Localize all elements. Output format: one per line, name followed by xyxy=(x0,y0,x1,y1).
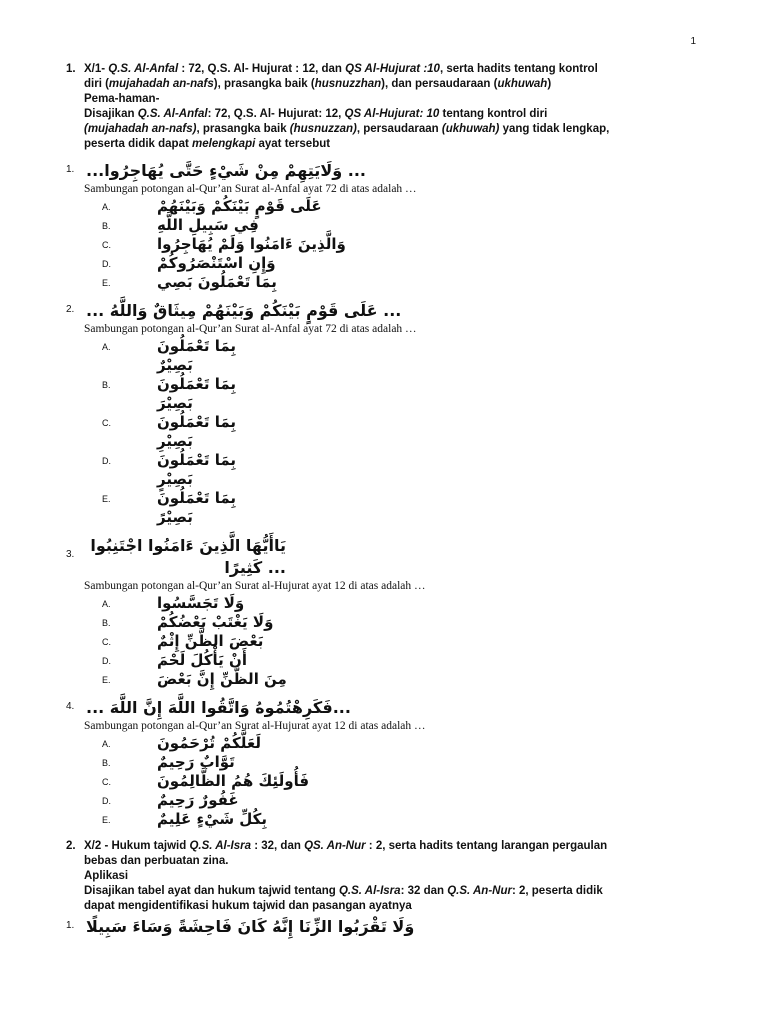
option-d[interactable] xyxy=(102,791,696,810)
option-label: E. xyxy=(102,815,111,825)
option-b[interactable] xyxy=(102,375,696,413)
text-run: X/2 - Hukum tajwid xyxy=(84,840,190,852)
option-c[interactable] xyxy=(102,632,696,651)
option-b[interactable] xyxy=(102,753,696,772)
option-d[interactable] xyxy=(102,254,696,273)
option-a[interactable] xyxy=(102,337,696,375)
option-b[interactable] xyxy=(102,613,696,632)
question-3 xyxy=(66,535,696,689)
option-label: B. xyxy=(102,618,111,628)
page-number: 1 xyxy=(690,36,696,47)
stimulus-line xyxy=(84,137,696,152)
option-c[interactable] xyxy=(102,772,696,791)
option-e[interactable] xyxy=(102,273,696,292)
stimulus-line: dapat mengidentifikasi hukum tajwid dan pasangan ayatnya xyxy=(84,900,412,912)
option-c[interactable] xyxy=(102,235,696,254)
option-text: وَالَّذِينَ ءَامَنُوا وَلَمْ يُهَاجِرُوا xyxy=(157,235,346,253)
indicator-line xyxy=(84,77,696,92)
text-run: : 32 dan xyxy=(400,885,448,897)
item-ayat-text: وَلَا تَقْرَبُوا الزِّنَا إِنَّهُ كَانَ فَاحِشَةً وَسَاءَ سَبِيلًا xyxy=(86,917,415,936)
text-run-italic: mujahadah an-nafs xyxy=(108,78,214,90)
text-run: : 72, Q.S. Al- Hujurat : 12, dan xyxy=(178,63,346,75)
option-text: مِنَ الظَّنِّ إِنَّ بَعْضَ xyxy=(157,670,287,688)
option-text-line: بَصِيْرٌ xyxy=(157,356,193,374)
text-run-italic: Q.S. Al-Isra xyxy=(189,840,252,852)
text-run-italic: Q.S. Al-Anfal xyxy=(137,108,208,120)
question-number: 2. xyxy=(66,304,75,315)
question-prompt: Sambungan potongan al-Qur’an Surat al-Hujurat ayat 12 di atas adalah … xyxy=(84,720,426,732)
option-text: عَلَى قَوْمٍ بَيْنَكُمْ وَبَيْنَهُمْ xyxy=(157,197,322,215)
option-label: D. xyxy=(102,456,111,466)
text-run: : 32, dan xyxy=(251,840,305,852)
option-e[interactable] xyxy=(102,670,696,689)
option-c[interactable] xyxy=(102,413,696,451)
text-run: X/1- xyxy=(84,63,109,75)
stimulus-line xyxy=(84,122,696,137)
text-run: Disajikan xyxy=(84,108,138,120)
stimulus-line xyxy=(84,884,696,899)
option-label: C. xyxy=(102,418,111,428)
section-number: 1. xyxy=(66,63,76,75)
option-text: بِكُلِّ شَيْءٍ عَلِيمٌ xyxy=(157,810,268,828)
document-body xyxy=(66,62,696,938)
option-a[interactable] xyxy=(102,734,696,753)
text-run: yang tidak lengkap, xyxy=(499,123,610,135)
option-label: E. xyxy=(102,278,111,288)
tajwid-item-1 xyxy=(66,916,696,938)
option-label: A. xyxy=(102,599,111,609)
option-text: فَأُولَئِكَ هُمُ الظَّالِمُونَ xyxy=(157,772,310,790)
option-b[interactable] xyxy=(102,216,696,235)
question-number: 1. xyxy=(66,164,75,175)
option-text: وَإِنِ اسْتَنْصَرُوكُمْ xyxy=(157,254,276,272)
option-label: C. xyxy=(102,240,111,250)
question-4 xyxy=(66,697,696,829)
option-label: B. xyxy=(102,221,111,231)
option-label: B. xyxy=(102,380,111,390)
indicator-line xyxy=(84,839,696,854)
option-label: C. xyxy=(102,637,111,647)
text-run-italic: husnuzzhan xyxy=(314,78,382,90)
option-text: غَفُورٌ رَحِيمٌ xyxy=(157,791,239,809)
text-run: ), dan persaudaraan ( xyxy=(381,78,498,90)
option-label: C. xyxy=(102,777,111,787)
option-e[interactable] xyxy=(102,810,696,829)
text-run: : 72, Q.S. Al- Hujurat: 12, xyxy=(207,108,345,120)
option-label: D. xyxy=(102,796,111,806)
indicator-line: bebas dan perbuatan zina. xyxy=(84,855,229,867)
option-text-line: بِمَا تَعْمَلُونَ xyxy=(157,489,237,507)
text-run: Disajikan tabel ayat dan hukum tajwid tentang xyxy=(84,885,339,897)
cognitive-level: Pema-haman- xyxy=(84,93,160,105)
text-run: ), prasangka baik ( xyxy=(213,78,315,90)
cognitive-level: Aplikasi xyxy=(84,870,129,882)
text-run: ) xyxy=(547,78,552,90)
text-run-italic: QS Al-Hujurat :10 xyxy=(345,63,440,75)
text-run-italic: (mujahadah an-nafs) xyxy=(84,123,197,135)
question-text: ...فَكَرِهْتُمُوهُ وَاتَّقُوا اللَّهَ إِنَّ اللَّهَ ... xyxy=(86,698,351,717)
text-run: , prasangka baik xyxy=(196,123,290,135)
question-text: ... وَلَايَتِهِمْ مِنْ شَيْءٍ حَتَّى يُهَاجِرُوا... xyxy=(86,161,366,180)
option-text-line: بِمَا تَعْمَلُونَ xyxy=(157,375,237,393)
option-text: وَلَا تَجَسَّسُوا xyxy=(157,594,245,612)
text-run: diri ( xyxy=(84,78,109,90)
option-text-line: بَصِيْرً xyxy=(157,508,193,526)
text-run: , persaudaraan xyxy=(356,123,442,135)
option-text: أَنْ يَأْكُلَ لَحْمَ xyxy=(157,651,247,669)
option-d[interactable] xyxy=(102,651,696,670)
text-run-italic: Q.S. An-Nur xyxy=(447,885,512,897)
option-text: فِي سَبِيلِ اللَّهِ xyxy=(157,216,259,234)
stimulus-line xyxy=(84,107,696,122)
text-run-italic: Q.S. Al-Anfal xyxy=(108,63,179,75)
option-label: E. xyxy=(102,494,111,504)
text-run: : 2, serta hadits tentang larangan pergaulan xyxy=(365,840,608,852)
option-label: A. xyxy=(102,739,111,749)
text-run: ayat tersebut xyxy=(255,138,331,150)
question-prompt: Sambungan potongan al-Qur’an Surat al-Anfal ayat 72 di atas adalah … xyxy=(84,183,417,195)
option-label: B. xyxy=(102,758,111,768)
option-a[interactable] xyxy=(102,594,696,613)
option-text-line: بَصِيْرَ xyxy=(157,394,193,412)
text-run-italic: QS. An-Nur xyxy=(304,840,366,852)
option-text: بَعْضَ الظَّنِّ إِثْمٌ xyxy=(157,632,264,650)
option-text: لَعَلَّكُمْ تُرْحَمُونَ xyxy=(157,734,261,752)
text-run: : 2, peserta didik xyxy=(511,885,603,897)
text-run-italic: Q.S. Al-Isra xyxy=(338,885,401,897)
indicator-section-1 xyxy=(66,62,696,152)
question-number: 4. xyxy=(66,701,75,712)
option-label: A. xyxy=(102,342,111,352)
option-e[interactable] xyxy=(102,489,696,527)
option-text-line: بَصِيْرِ xyxy=(157,432,193,450)
question-1 xyxy=(66,160,696,292)
indicator-section-2 xyxy=(66,839,696,914)
option-text: تَوَّابٌ رَحِيمٌ xyxy=(157,753,235,771)
question-number: 3. xyxy=(66,549,75,560)
text-run-italic: (ukhuwah) xyxy=(441,123,500,135)
question-text: ... عَلَى قَوْمٍ بَيْنَكُمْ وَبَيْنَهُمْ مِيثَاقٌ وَاللَّهُ ... xyxy=(86,301,402,320)
text-run: peserta didik dapat xyxy=(84,138,193,150)
text-run-italic: melengkapi xyxy=(192,138,256,150)
text-run: , serta hadits tentang kontrol xyxy=(439,63,598,75)
option-label: D. xyxy=(102,656,111,666)
question-prompt: Sambungan potongan al-Qur’an Surat al-Hujurat ayat 12 di atas adalah … xyxy=(84,580,426,592)
option-text: وَلَا يَغْتَبْ بَعْضُكُمْ xyxy=(157,613,274,631)
option-a[interactable] xyxy=(102,197,696,216)
text-run: tentang kontrol diri xyxy=(439,108,548,120)
option-text: بِمَا تَعْمَلُونَ بَصِي xyxy=(157,273,277,291)
text-run-italic: (husnuzzan) xyxy=(289,123,357,135)
option-text-line: بِمَا تَعْمَلُونَ xyxy=(157,451,237,469)
option-label: A. xyxy=(102,202,111,212)
question-2 xyxy=(66,300,696,527)
question-text: يَاأَيُّهَا الَّذِينَ ءَامَنُوا اجْتَنِبُوا ... كَثِيرًا xyxy=(90,536,286,577)
question-prompt: Sambungan potongan al-Qur’an Surat al-Anfal ayat 72 di atas adalah … xyxy=(84,323,417,335)
text-run-italic: ukhuwah xyxy=(497,78,548,90)
option-label: D. xyxy=(102,259,111,269)
indicator-line xyxy=(84,62,696,77)
section-number: 2. xyxy=(66,840,76,852)
option-d[interactable] xyxy=(102,451,696,489)
item-number: 1. xyxy=(66,920,75,931)
text-run-italic: QS Al-Hujurat: 10 xyxy=(344,108,440,120)
option-text-line: بِمَا تَعْمَلُونَ xyxy=(157,337,237,355)
option-text-line: بَصِيْرٍ xyxy=(157,470,193,488)
option-label: E. xyxy=(102,675,111,685)
option-text-line: بِمَا تَعْمَلُونَ xyxy=(157,413,237,431)
